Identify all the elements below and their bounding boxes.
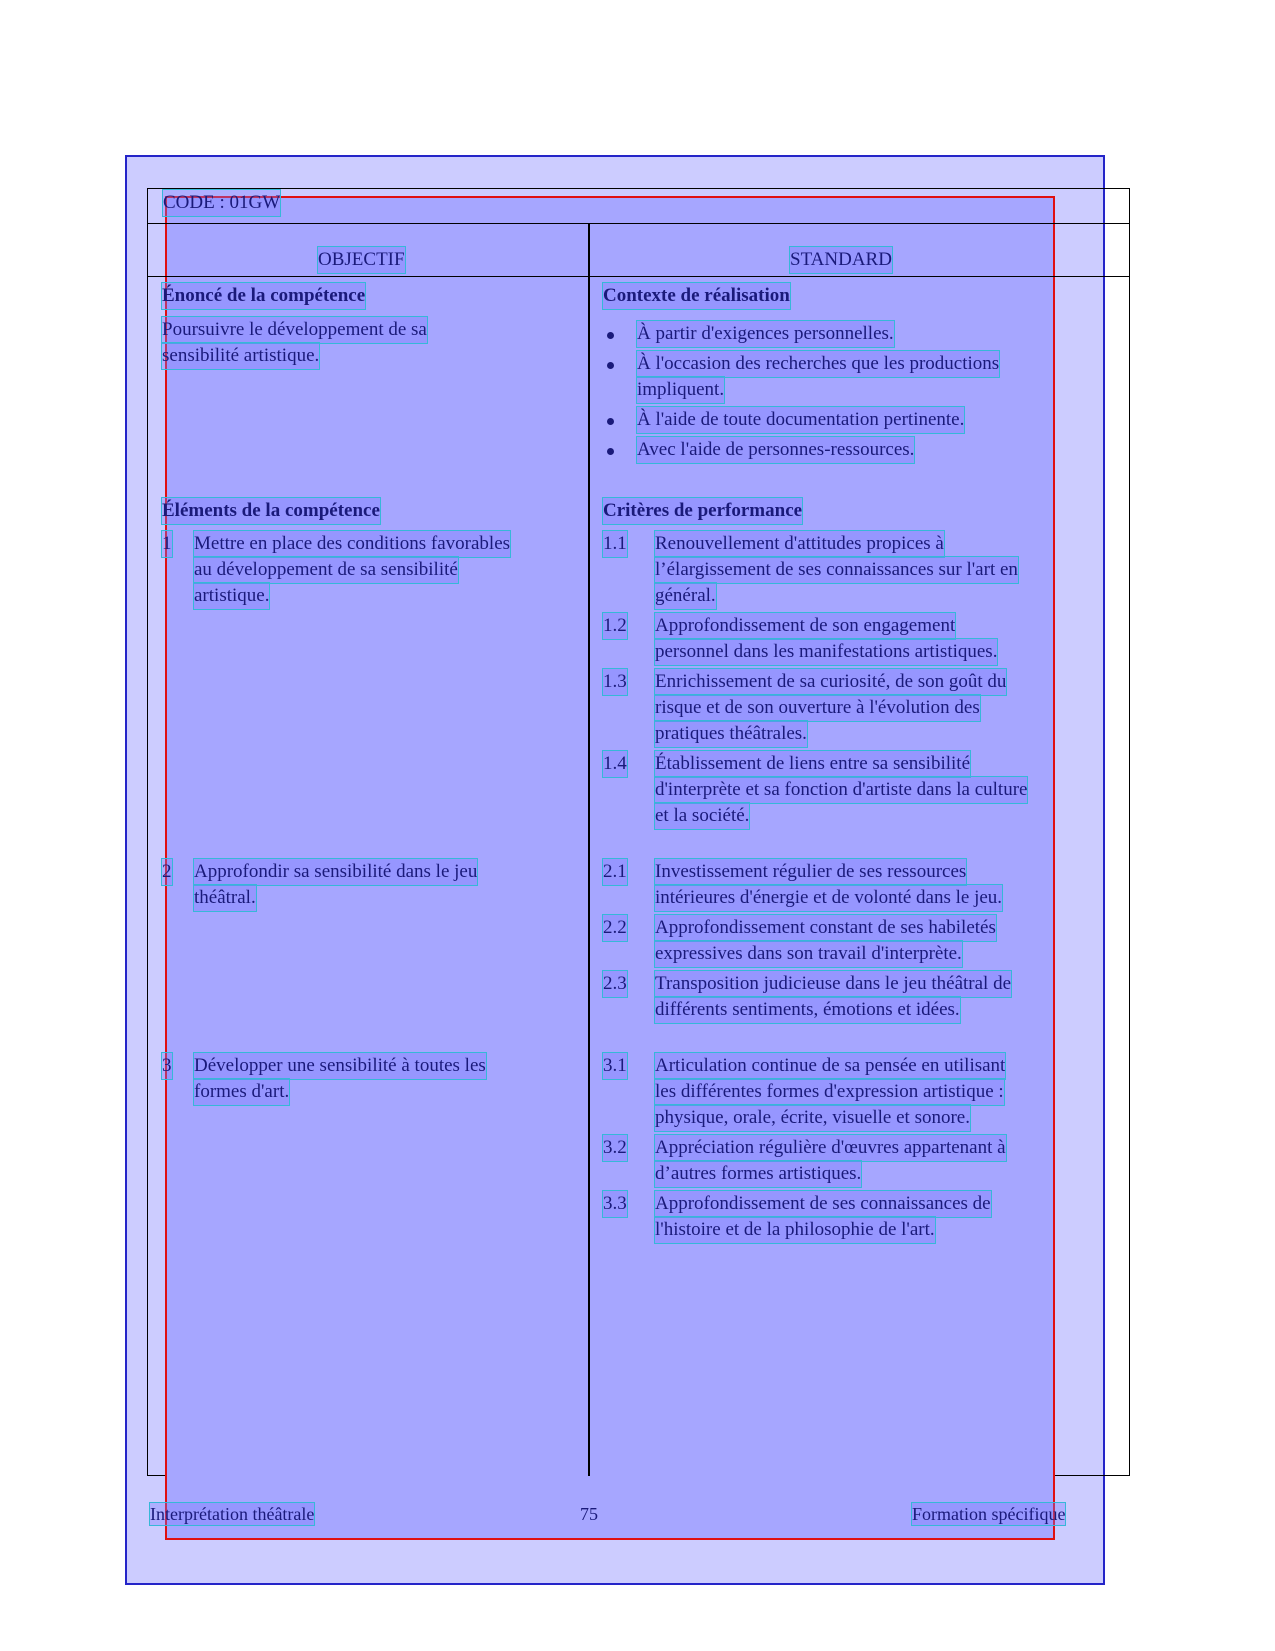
critere-line: Articulation continue de sa pensée en utilisant <box>655 1053 1005 1079</box>
element-line: Approfondir sa sensibilité dans le jeu <box>194 859 477 885</box>
element-line: théâtral. <box>194 885 256 911</box>
critere-line: pratiques théâtrales. <box>655 721 807 747</box>
critere-line: Approfondissement de ses connaissances de <box>655 1191 991 1217</box>
critere-number: 3.1 <box>603 1053 627 1079</box>
critere-number: 3.2 <box>603 1135 627 1161</box>
critere-number: 2.2 <box>603 915 627 941</box>
element-line: formes d'art. <box>194 1079 289 1105</box>
enonce-line: sensibilité artistique. <box>162 343 319 369</box>
critere-line: différents sentiments, émotions et idées. <box>655 997 960 1023</box>
element-number: 1 <box>162 531 172 557</box>
critere-line: Approfondissement de son engagement <box>655 613 955 639</box>
critere-line: Enrichissement de sa curiosité, de son goût du <box>655 669 1006 695</box>
critere-line: et la société. <box>655 803 749 829</box>
critere-line: Approfondissement constant de ses habiletés <box>655 915 996 941</box>
critere-number: 3.3 <box>603 1191 627 1217</box>
critere-number: 1.1 <box>603 531 627 557</box>
footer-left: Interprétation théâtrale <box>150 1504 315 1524</box>
element-number: 2 <box>162 859 172 885</box>
critere-line: physique, orale, écrite, visuelle et sonore. <box>655 1105 970 1131</box>
critere-line: expressives dans son travail d'interprète. <box>655 941 962 967</box>
bullet-icon <box>607 418 614 425</box>
element-number: 3 <box>162 1053 172 1079</box>
contexte-title: Contexte de réalisation <box>603 283 790 309</box>
critere-line: Investissement régulier de ses ressources <box>655 859 966 885</box>
contexte-item: Avec l'aide de personnes-ressources. <box>637 437 914 463</box>
bullet-icon <box>607 448 614 455</box>
enonce-title: Énoncé de la compétence <box>162 283 365 309</box>
code-line: CODE : 01GW <box>163 190 280 216</box>
critere-line: l’élargissement de ses connaissances sur l'art en <box>655 557 1018 583</box>
contexte-item: À l'occasion des recherches que les productions <box>637 351 999 377</box>
enonce-line: Poursuivre le développement de sa <box>162 317 427 343</box>
rule-under-headers <box>147 276 1130 277</box>
critere-number: 1.3 <box>603 669 627 695</box>
contexte-item: impliquent. <box>637 377 724 403</box>
critere-line: les différentes formes d'expression artistique : <box>655 1079 1004 1105</box>
critere-number: 2.3 <box>603 971 627 997</box>
element-line: Mettre en place des conditions favorables <box>194 531 510 557</box>
critere-line: l'histoire et de la philosophie de l'art. <box>655 1217 935 1243</box>
critere-number: 1.2 <box>603 613 627 639</box>
element-line: Développer une sensibilité à toutes les <box>194 1053 486 1079</box>
column-divider <box>588 224 590 1476</box>
elements-title: Éléments de la compétence <box>162 498 380 524</box>
critere-line: personnel dans les manifestations artistiques. <box>655 639 997 665</box>
bullet-icon <box>607 362 614 369</box>
element-line: au développement de sa sensibilité <box>194 557 458 583</box>
critere-line: Établissement de liens entre sa sensibilité <box>655 751 970 777</box>
contexte-item: À l'aide de toute documentation pertinente. <box>637 407 964 433</box>
element-line: artistique. <box>194 583 269 609</box>
critere-line: d’autres formes artistiques. <box>655 1161 861 1187</box>
critere-line: général. <box>655 583 716 609</box>
critere-line: Transposition judicieuse dans le jeu théâtral de <box>655 971 1011 997</box>
header-standard: STANDARD <box>790 247 892 273</box>
critere-number: 2.1 <box>603 859 627 885</box>
critere-line: d'interprète et sa fonction d'artiste dans la culture <box>655 777 1027 803</box>
critere-line: intérieures d'énergie et de volonté dans le jeu. <box>655 885 1002 911</box>
critere-line: Renouvellement d'attitudes propices à <box>655 531 944 557</box>
footer-page-number: 75 <box>580 1504 598 1524</box>
footer-right: Formation spécifique <box>912 1504 1066 1524</box>
rule-under-code <box>147 223 1130 224</box>
critere-line: risque et de son ouverture à l'évolution des <box>655 695 980 721</box>
critere-number: 1.4 <box>603 751 627 777</box>
header-objectif: OBJECTIF <box>318 247 405 273</box>
criteres-title: Critères de performance <box>603 498 802 524</box>
bullet-icon <box>607 332 614 339</box>
critere-line: Appréciation régulière d'œuvres appartenant à <box>655 1135 1006 1161</box>
contexte-item: À partir d'exigences personnelles. <box>637 321 894 347</box>
